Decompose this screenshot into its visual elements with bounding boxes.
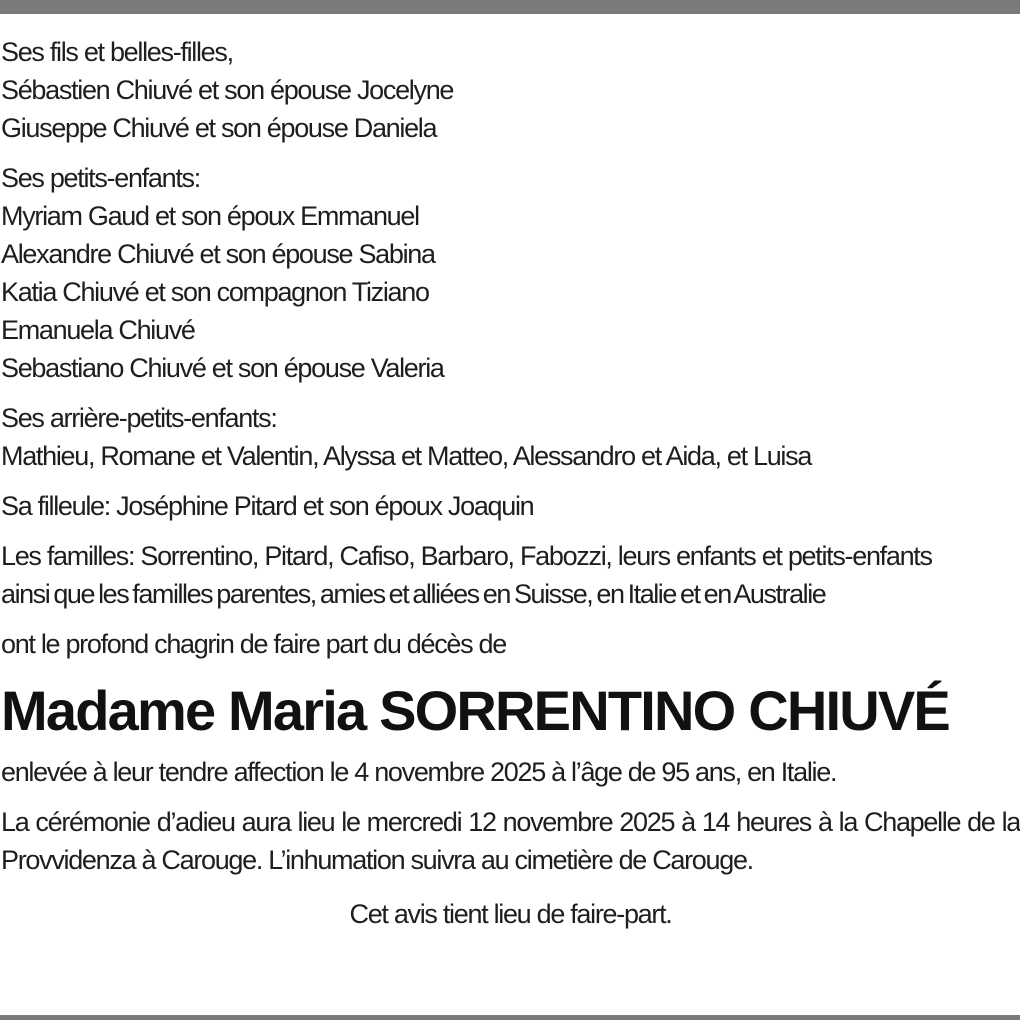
obituary-notice	[1, 33, 1020, 933]
family-line: Emanuela Chiuvé	[1, 315, 195, 345]
ceremony-details: La cérémonie d’adieu aura lieu le mercredi 12 novembre 2025 à 14 heures à la Chapelle de la Provvidenza à Carouge. L’inhumation suivra au cimetière de Carouge.	[1, 807, 1020, 875]
closing-line: Cet avis tient lieu de faire-part.	[349, 899, 672, 929]
bottom-divider	[0, 1015, 1020, 1020]
sons-section	[1, 33, 1020, 147]
grandchildren-section	[1, 159, 1020, 387]
deceased-name: Madame Maria SORRENTINO CHIUVÉ	[1, 679, 949, 742]
family-line: Sebastiano Chiuvé et son épouse Valeria	[1, 353, 444, 383]
top-divider	[0, 0, 1020, 14]
sons-heading: Ses fils et belles-filles,	[1, 37, 233, 67]
great-grandchildren-section	[1, 399, 1020, 475]
family-line: Katia Chiuvé et son compagnon Tiziano	[1, 277, 429, 307]
family-line: Myriam Gaud et son époux Emmanuel	[1, 201, 419, 231]
family-line: Alexandre Chiuvé et son épouse Sabina	[1, 239, 435, 269]
announcement-line: ont le profond chagrin de faire part du décès de	[1, 629, 506, 659]
relatives-line: ainsi que les familles parentes, amies et alliées en Suisse, en Italie et en Australie	[1, 579, 826, 609]
great-grandchildren-names: Mathieu, Romane et Valentin, Alyssa et Matteo, Alessandro et Aida, et Luisa	[1, 441, 812, 471]
death-details: enlevée à leur tendre affection le 4 novembre 2025 à l’âge de 95 ans, en Italie.	[1, 757, 837, 787]
great-grandchildren-heading: Ses arrière-petits-enfants:	[1, 403, 277, 433]
family-line: Giuseppe Chiuvé et son épouse Daniela	[1, 113, 437, 143]
goddaughter-line: Sa filleule: Joséphine Pitard et son époux Joaquin	[1, 491, 534, 521]
grandchildren-heading: Ses petits-enfants:	[1, 163, 200, 193]
family-line: Sébastien Chiuvé et son épouse Jocelyne	[1, 75, 454, 105]
families-line: Les familles: Sorrentino, Pitard, Cafiso, Barbaro, Fabozzi, leurs enfants et petits-enfants	[1, 541, 932, 571]
